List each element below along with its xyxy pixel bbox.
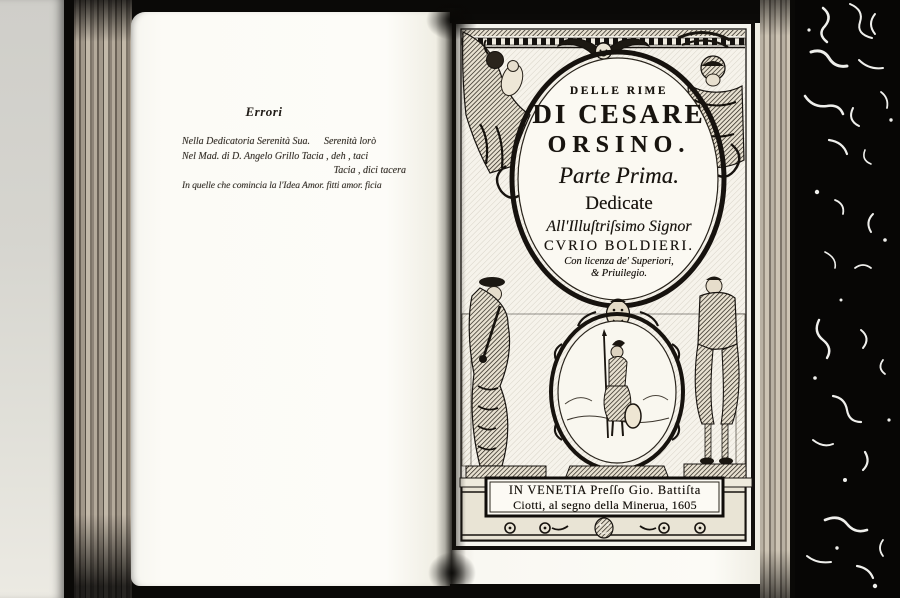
- errata-block: [182, 135, 422, 193]
- series-title: DELLE RIME: [569, 85, 669, 97]
- author-line-2: ORSINO.: [547, 132, 691, 158]
- minerva-medallion: [551, 314, 683, 470]
- errata-line-4: In quelle che comincia la l'Idea Amor. fitti amor. ficia: [182, 179, 382, 191]
- license-line-2: & Priuilegio.: [591, 268, 647, 279]
- author-line-1: DI CESARE: [532, 99, 706, 129]
- part-line: Parte Prima.: [558, 163, 680, 188]
- license-line-1: Con licenza de' Superiori,: [564, 256, 674, 267]
- gutter-shadow-bottom: [428, 552, 476, 594]
- imprint-block: [489, 482, 721, 513]
- errata-page: [131, 12, 450, 586]
- errata-heading: Errori: [245, 104, 283, 119]
- marbled-cover: [795, 0, 900, 598]
- grotesque-mask-bottom: [595, 518, 613, 538]
- book-gutter: [436, 8, 466, 590]
- dedication-to: All'Illuſtriſsimo Signor: [546, 218, 692, 235]
- gutter-shadow-top: [426, 0, 478, 40]
- errata-line-2: Nel Mad. di D. Angelo Grillo Tacia , deh , taci: [182, 150, 369, 162]
- imprint-line-2: Ciotti, al segno della Minerua, 1605: [513, 498, 697, 512]
- fore-edge-pages: [760, 0, 790, 598]
- title-text-block: [508, 84, 730, 280]
- errata-line-3: Tacia , dici tacera: [333, 165, 406, 176]
- imprint-line-1: IN VENETIA Preſſo Gio. Battiſta: [508, 483, 702, 497]
- dedication-line: Dedicate: [585, 193, 653, 214]
- dedicatee-name: CVRIO BOLDIERI.: [543, 238, 695, 254]
- errata-line-1: Nella Dedicatoria Serenità Sua. Serenità lorò: [182, 136, 377, 147]
- left-page-block-edges: [74, 0, 132, 598]
- backdrop-surface: [0, 0, 64, 598]
